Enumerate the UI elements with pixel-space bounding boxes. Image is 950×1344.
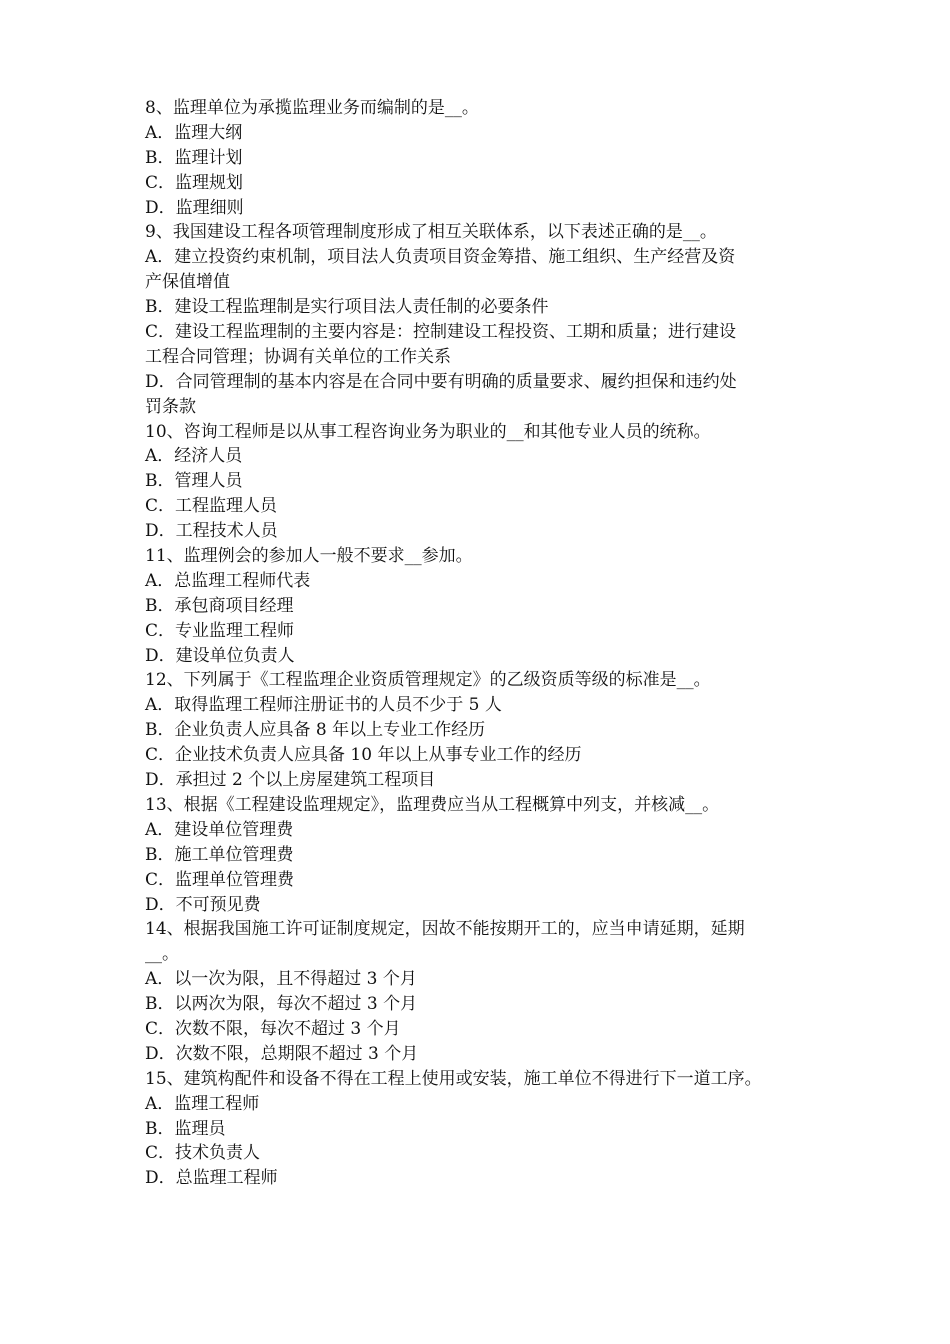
- option-10c: C．工程监理人员: [145, 496, 278, 517]
- option-9b: B．建设工程监理制是实行项目法人责任制的必要条件: [145, 297, 549, 318]
- option-8a: A．监理大纲: [145, 122, 243, 143]
- question-9: 9、我国建设工程各项管理制度形成了相互关联体系，以下表述正确的是__。: [145, 222, 717, 243]
- option-10a: A．经济人员: [145, 446, 243, 467]
- option-9c-cont: 工程合同管理；协调有关单位的工作关系: [145, 346, 451, 367]
- document-body: [145, 96, 825, 1191]
- option-12b: B．企业负责人应具备 8 年以上专业工作经历: [145, 720, 486, 741]
- option-12d: D．承担过 2 个以上房屋建筑工程项目: [145, 770, 436, 791]
- question-8: 8、监理单位为承揽监理业务而编制的是__。: [145, 98, 479, 118]
- option-12a: A．取得监理工程师注册证书的人员不少于 5 人: [145, 695, 502, 716]
- option-15b: B．监理员: [145, 1118, 226, 1139]
- option-15a: A．监理工程师: [145, 1093, 260, 1114]
- option-13b: B．施工单位管理费: [145, 844, 294, 865]
- option-14c: C．次数不限，每次不超过 3 个月: [145, 1018, 401, 1039]
- option-11a: A．总监理工程师代表: [145, 570, 311, 591]
- option-13a: A．建设单位管理费: [145, 819, 294, 840]
- option-8b: B．监理计划: [145, 147, 243, 168]
- option-11d: D．建设单位负责人: [145, 645, 295, 666]
- question-15: 15、建筑构配件和设备不得在工程上使用或安装，施工单位不得进行下一道工序。: [145, 1068, 762, 1089]
- option-15c: C．技术负责人: [145, 1143, 261, 1164]
- option-8d: D．监理细则: [145, 197, 244, 218]
- option-14d: D．次数不限，总期限不超过 3 个月: [145, 1043, 419, 1064]
- question-12: 12、下列属于《工程监理企业资质管理规定》的乙级资质等级的标准是__。: [145, 670, 711, 691]
- question-10: 10、咨询工程师是以从事工程咨询业务为职业的__和其他专业人员的统称。: [145, 421, 711, 442]
- option-9d-cont: 罚条款: [145, 396, 196, 417]
- question-14-cont: __。: [145, 944, 179, 965]
- option-14a: A．以一次为限，且不得超过 3 个月: [145, 969, 417, 990]
- option-12c: C．企业技术负责人应具备 10 年以上从事专业工作的经历: [145, 745, 582, 766]
- question-11: 11、监理例会的参加人一般不要求__参加。: [145, 546, 473, 567]
- option-10b: B．管理人员: [145, 471, 243, 492]
- option-11b: B．承包商项目经理: [145, 595, 294, 616]
- option-9c: C．建设工程监理制的主要内容是：控制建设工程投资、工期和质量；进行建设: [145, 322, 737, 343]
- option-9a: A．建立投资约束机制，项目法人负责项目资金筹措、施工组织、生产经营及资: [145, 247, 736, 268]
- option-11c: C．专业监理工程师: [145, 620, 295, 641]
- option-9d: D．合同管理制的基本内容是在合同中要有明确的质量要求、履约担保和违约处: [145, 371, 737, 392]
- question-14: 14、根据我国施工许可证制度规定，因故不能按期开工的，应当申请延期，延期: [145, 919, 745, 940]
- option-8c: C．监理规划: [145, 172, 244, 193]
- option-9a-cont: 产保值增值: [145, 272, 230, 293]
- question-13: 13、根据《工程建设监理规定》，监理费应当从工程概算中列支，并核减__。: [145, 794, 720, 815]
- option-15d: D．总监理工程师: [145, 1168, 278, 1189]
- option-10d: D．工程技术人员: [145, 521, 278, 542]
- option-13c: C．监理单位管理费: [145, 869, 295, 890]
- option-13d: D．不可预见费: [145, 894, 261, 915]
- option-14b: B．以两次为限，每次不超过 3 个月: [145, 994, 418, 1015]
